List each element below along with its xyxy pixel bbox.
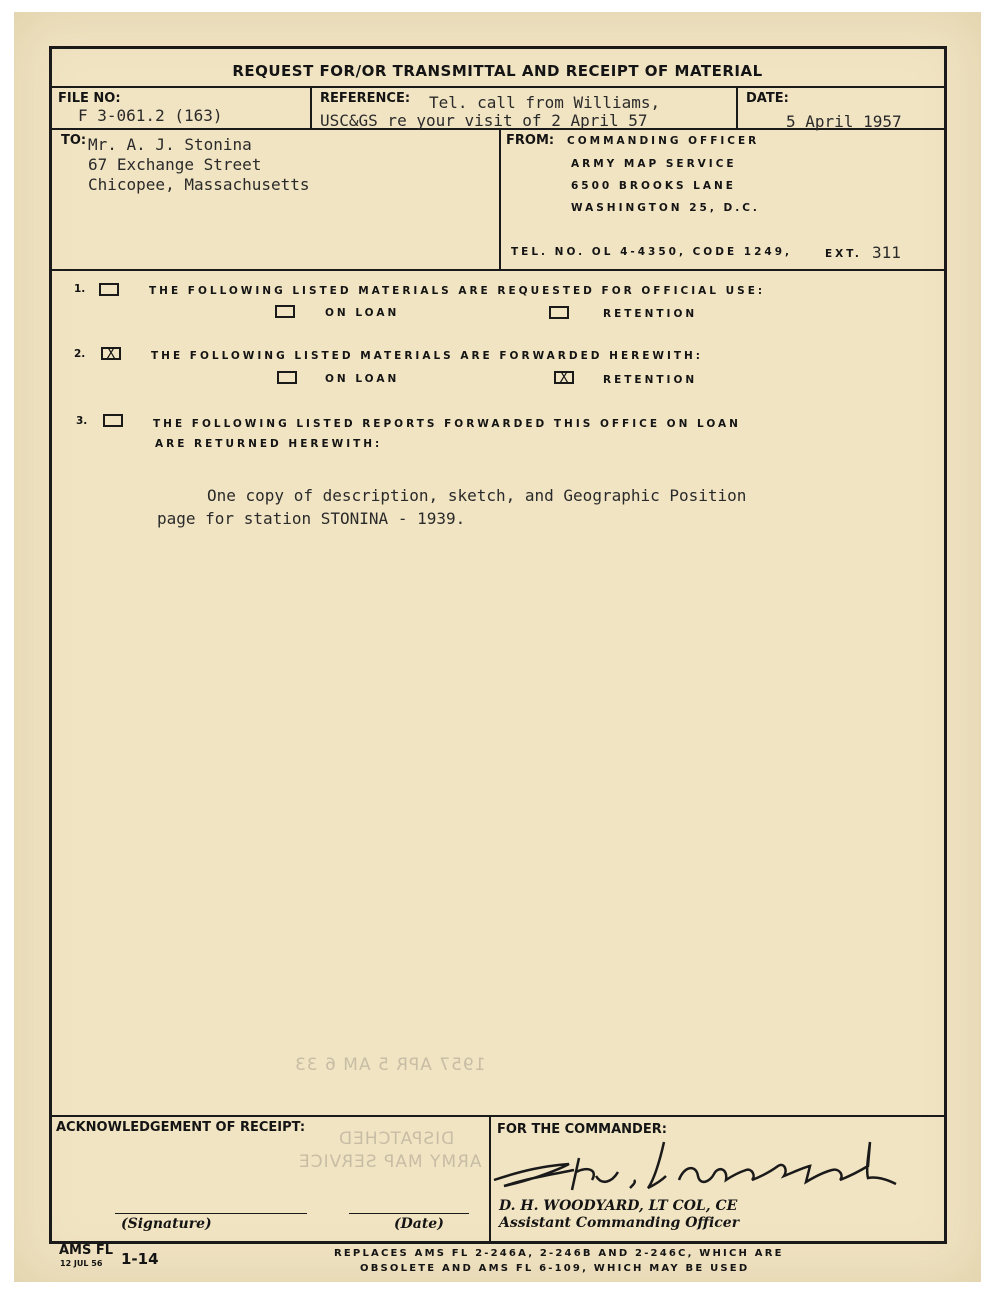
replaces-line1: REPLACES AMS FL 2-246A, 2-246B AND 2-246C, WHICH ARE	[334, 1248, 784, 1259]
item2-text: THE FOLLOWING LISTED MATERIALS ARE FORWARDED HEREWITH:	[151, 350, 704, 362]
item2-retention-label: RETENTION	[603, 374, 698, 386]
divider-reference-date	[736, 86, 738, 130]
form-number: 1-14	[121, 1250, 159, 1268]
body-line2: page for station STONINA - 1939.	[157, 509, 466, 528]
commander-label: FOR THE COMMANDER:	[497, 1122, 667, 1137]
reference-line2: USC&GS re your visit of 2 April 57	[320, 111, 648, 130]
item1-text: THE FOLLOWING LISTED MATERIALS ARE REQUESTED FOR OFFICIAL USE:	[149, 285, 766, 297]
to-line-street: 67 Exchange Street	[88, 155, 262, 174]
from-line-officer: COMMANDING OFFICER	[567, 135, 760, 147]
from-line-city: WASHINGTON 25, D.C.	[571, 202, 760, 214]
item2-checkbox[interactable]	[101, 347, 121, 360]
from-label: FROM:	[506, 133, 555, 148]
form-date: 12 JUL 56	[60, 1259, 103, 1268]
date-label: DATE:	[746, 91, 789, 106]
file-no-label: FILE NO:	[58, 91, 121, 106]
date-caption: (Date)	[394, 1216, 444, 1232]
item1-checkbox[interactable]	[99, 283, 119, 296]
to-label: TO:	[61, 133, 87, 148]
extension-value: 311	[872, 243, 901, 262]
signer-title: Assistant Commanding Officer	[499, 1215, 740, 1231]
divider-to-from	[499, 128, 501, 271]
item3-text-line1: THE FOLLOWING LISTED REPORTS FORWARDED THIS OFFICE ON LOAN	[153, 418, 741, 430]
item3-text-line2: ARE RETURNED HEREWITH:	[155, 438, 383, 450]
item1-retention-label: RETENTION	[603, 308, 698, 320]
item1-number: 1.	[74, 283, 86, 295]
dispatched-stamp: DISPATCHED	[338, 1129, 455, 1149]
frame-left	[49, 46, 52, 1244]
reference-line1: Tel. call from Williams,	[429, 93, 661, 112]
extension-label: EXT.	[825, 248, 862, 260]
from-line-service: ARMY MAP SERVICE	[571, 158, 737, 170]
item2-retention-checkbox[interactable]	[554, 371, 574, 384]
file-no-value: F 3-061.2 (163)	[78, 106, 223, 125]
form-id: AMS FL	[59, 1243, 114, 1258]
date-value: 5 April 1957	[786, 112, 902, 131]
item2-number: 2.	[74, 348, 86, 360]
rule-above-footer	[49, 1115, 947, 1117]
dispatched-stamp-service: ARMY MAP SERVICE	[298, 1152, 482, 1172]
frame-top	[49, 46, 947, 49]
date-line[interactable]	[349, 1213, 469, 1214]
to-line-city: Chicopee, Massachusetts	[88, 175, 310, 194]
divider-fileno-reference	[310, 86, 312, 130]
rule-under-address	[49, 269, 947, 271]
item3-checkbox[interactable]	[103, 414, 123, 427]
item2-retention-check-mark: X	[559, 370, 569, 386]
frame-bottom	[49, 1241, 947, 1244]
frame-right	[944, 46, 947, 1244]
item1-on-loan-checkbox[interactable]	[275, 305, 295, 318]
item3-number: 3.	[76, 415, 88, 427]
received-stamp: 1957 APR 5 AM 6 33	[294, 1055, 486, 1075]
from-line-street: 6500 BROOKS LANE	[571, 180, 736, 192]
form-sheet	[14, 12, 981, 1282]
acknowledgement-label: ACKNOWLEDGEMENT OF RECEIPT:	[56, 1120, 306, 1135]
signature-line[interactable]	[115, 1213, 307, 1214]
item2-on-loan-checkbox[interactable]	[277, 371, 297, 384]
reference-label: REFERENCE:	[320, 91, 411, 106]
to-line-name: Mr. A. J. Stonina	[88, 135, 252, 154]
signature-caption: (Signature)	[121, 1216, 212, 1232]
form-title: REQUEST FOR/OR TRANSMITTAL AND RECEIPT OF MATERIAL	[232, 62, 763, 80]
rule-under-title	[49, 86, 947, 88]
item1-retention-checkbox[interactable]	[549, 306, 569, 319]
telephone-line: TEL. NO. OL 4-4350, CODE 1249,	[511, 246, 792, 258]
item2-check-mark: X	[106, 346, 116, 362]
item2-on-loan-label: ON LOAN	[325, 373, 400, 385]
item1-on-loan-label: ON LOAN	[325, 307, 400, 319]
handwritten-signature	[484, 1136, 914, 1198]
signer-name: D. H. WOODYARD, LT COL, CE	[499, 1198, 738, 1214]
replaces-line2: OBSOLETE AND AMS FL 6-109, WHICH MAY BE USED	[360, 1263, 750, 1274]
body-line1: One copy of description, sketch, and Geographic Position	[207, 486, 747, 505]
